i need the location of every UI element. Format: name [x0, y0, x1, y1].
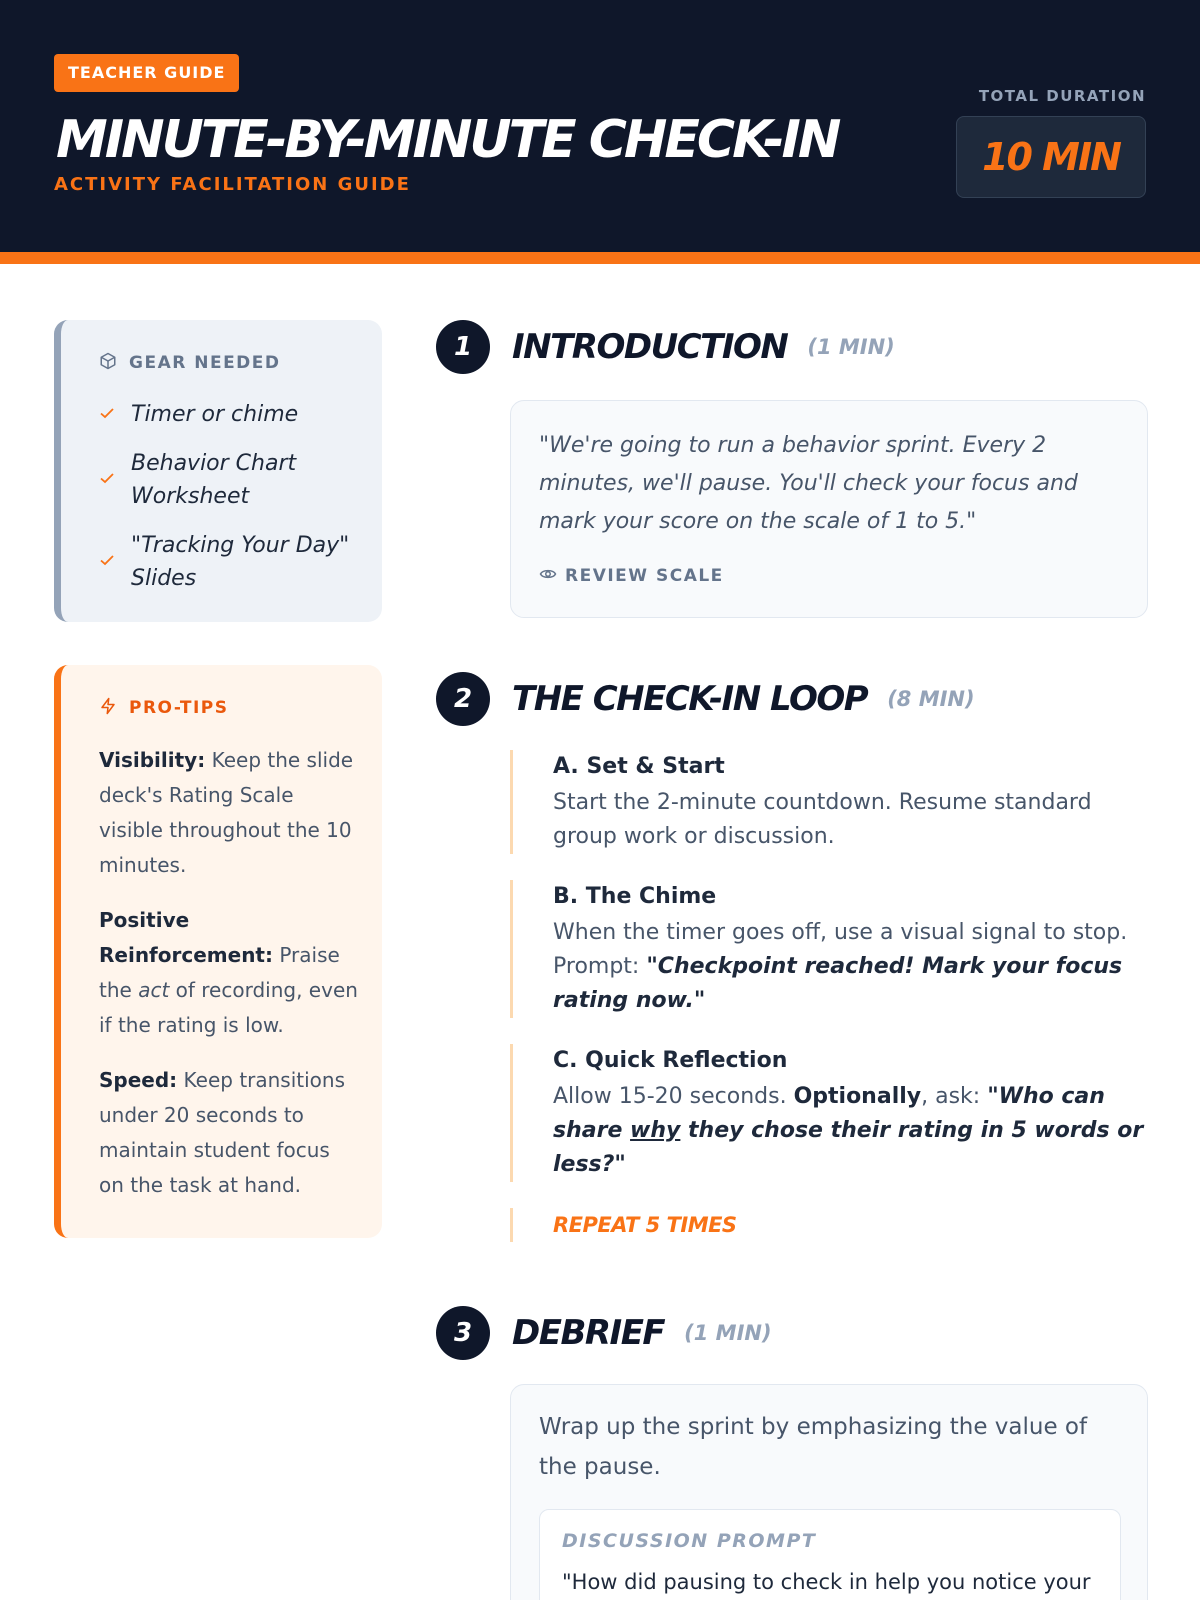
intro-quote: "We're going to run a behavior sprint. Every 2 minutes, we'll pause. You'll check your focus and mark your score on the scale of 1 to 5." [539, 433, 1078, 534]
gear-item [99, 398, 369, 431]
loop-step-c [510, 1044, 1150, 1182]
check-icon [99, 470, 115, 490]
review-scale-label: REVIEW SCALE [565, 566, 724, 586]
tip-item [99, 903, 361, 1043]
repeat-label: REPEAT 5 TIMES [510, 1208, 1150, 1242]
gear-item [99, 447, 369, 513]
tip-label: Speed: [99, 1068, 178, 1092]
tip-text: Praise the [99, 943, 340, 1002]
step-body-text: Allow 15-20 seconds. [553, 1084, 787, 1109]
gear-heading-label: GEAR NEEDED [129, 353, 281, 373]
intro-quote-box [510, 400, 1148, 618]
gear-heading [99, 352, 281, 374]
section-title: DEBRIEF [512, 1313, 665, 1353]
section-time: (8 MIN) [887, 687, 975, 711]
step-number: 3 [436, 1306, 490, 1360]
tip-item [99, 743, 361, 883]
tip-item [99, 1063, 361, 1203]
step-number: 2 [436, 672, 490, 726]
tip-label: Visibility: [99, 748, 206, 772]
loop-steps [510, 750, 1150, 1242]
step-title: A. Set & Start [553, 754, 725, 779]
section-title: INTRODUCTION [512, 327, 788, 367]
review-scale [539, 565, 724, 587]
header-accent-stripe [0, 252, 1200, 264]
tip-text: Keep the slide deck's Rating Scale visible throughout the 10 minutes. [99, 748, 354, 877]
duration-label: TOTAL DURATION [978, 87, 1146, 105]
debrief-box [510, 1384, 1148, 1600]
step-quote-text: "Who can share [553, 1084, 1105, 1143]
gear-needed-card [54, 320, 382, 622]
tips-heading-label: PRO-TIPS [129, 698, 229, 718]
tip-text: Keep transitions under 20 seconds to maintain student focus on the task at hand. [99, 1068, 346, 1197]
box-icon [99, 352, 117, 374]
gear-item-label: Timer or chime [131, 402, 299, 427]
tip-emphasis: act [138, 978, 170, 1002]
step-title: C. Quick Reflection [553, 1048, 788, 1073]
section-time: (1 MIN) [807, 335, 895, 359]
check-icon [99, 405, 115, 425]
pro-tips-card [54, 665, 382, 1238]
page-subtitle: ACTIVITY FACILITATION GUIDE [54, 174, 411, 195]
section-title: THE CHECK-IN LOOP [512, 679, 868, 719]
section-debrief-heading [436, 1306, 772, 1360]
step-title: B. The Chime [553, 884, 717, 909]
loop-step-a [510, 750, 1150, 854]
header [0, 0, 1200, 252]
teacher-guide-badge: TEACHER GUIDE [54, 54, 239, 92]
tips-heading [99, 697, 229, 719]
step-quote-text: they chose their rating in 5 words or less?" [553, 1118, 1144, 1177]
discussion-prompt-text: "How did pausing to check in help you notice your [562, 1570, 1091, 1594]
eye-icon [539, 565, 557, 587]
gear-item-label: Behavior Chart Worksheet [131, 451, 297, 509]
section-time: (1 MIN) [684, 1321, 772, 1345]
gear-item-label: "Tracking Your Day" Slides [131, 533, 350, 591]
step-body [553, 916, 1150, 1018]
tip-text: of recording, even if the rating is low. [99, 978, 358, 1037]
duration-box [956, 116, 1146, 198]
tips-list [99, 743, 361, 1223]
step-body-text: When the timer goes off, use a visual signal to stop. Prompt: [553, 920, 1128, 979]
step-number: 1 [436, 320, 490, 374]
page-title: MINUTE-BY-MINUTE CHECK-IN [56, 110, 839, 170]
step-body [553, 1080, 1150, 1182]
step-quote: "Checkpoint reached! Mark your focus rating now." [553, 954, 1123, 1013]
duration-value: 10 MIN [982, 135, 1120, 179]
step-body: Start the 2-minute countdown. Resume standard group work or discussion. [553, 790, 1092, 849]
check-icon [99, 552, 115, 572]
section-introduction-heading [436, 320, 895, 374]
loop-step-b [510, 880, 1150, 1018]
gear-item [99, 529, 369, 595]
step-emphasis: Optionally [793, 1084, 922, 1109]
tip-label: Positive Reinforcement: [99, 908, 273, 967]
gear-list [99, 398, 369, 611]
debrief-text: Wrap up the sprint by emphasizing the value of the pause. [539, 1414, 1088, 1480]
discussion-prompt-box [539, 1509, 1121, 1600]
step-body-text: , ask: [921, 1084, 981, 1109]
section-loop-heading [436, 672, 975, 726]
discussion-prompt-label: DISCUSSION PROMPT [562, 1530, 817, 1552]
step-quote-underlined: why [630, 1118, 681, 1143]
lightning-icon [99, 697, 117, 719]
